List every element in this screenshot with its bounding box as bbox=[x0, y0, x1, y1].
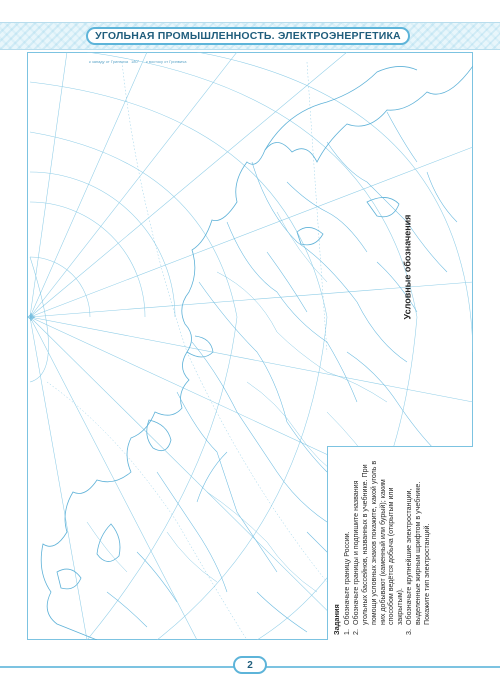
east-of-greenwich-label: к востоку от Гринвича bbox=[146, 59, 187, 64]
north-pole-marker bbox=[27, 313, 35, 321]
tasks-panel bbox=[327, 446, 473, 640]
page-title-text: УГОЛЬНАЯ ПРОМЫШЛЕННОСТЬ. ЭЛЕКТРОЭНЕРГЕТИКА bbox=[95, 30, 401, 42]
task-item-2 bbox=[352, 453, 405, 635]
legend-title bbox=[398, 212, 416, 322]
legend-title-text: Условные обозначения bbox=[402, 214, 412, 320]
page-title bbox=[86, 27, 410, 45]
map-top-labels bbox=[89, 59, 187, 64]
task-text: Обозначьте границу России. bbox=[342, 531, 351, 625]
page-number: 2 bbox=[233, 656, 267, 674]
west-of-greenwich-label: к западу от Гринвича bbox=[89, 59, 129, 64]
task-number: 1. bbox=[342, 629, 351, 635]
task-item-3 bbox=[405, 453, 432, 635]
task-number: 3. bbox=[405, 629, 414, 635]
task-number: 2. bbox=[351, 629, 360, 635]
task-text: Обозначьте границы и подпишите названия угольных бассейнов, названных в учебнике. При помощи условных знаков покажите, какой уголь в них добывают (каменный или бурый); каким способом ведётся добыча (открытым или закрытым). bbox=[351, 460, 405, 625]
meridian-180-label: 180° bbox=[131, 59, 140, 64]
task-item-1 bbox=[343, 453, 352, 635]
tasks-content bbox=[328, 447, 473, 640]
map-dotted-lines bbox=[47, 62, 327, 640]
task-text: Обозначьте крупнейшие электростанции, выделенные жирным шрифтом в учебнике. Покажите тип электростанций. bbox=[405, 481, 432, 625]
tasks-heading: Задания bbox=[332, 604, 341, 635]
